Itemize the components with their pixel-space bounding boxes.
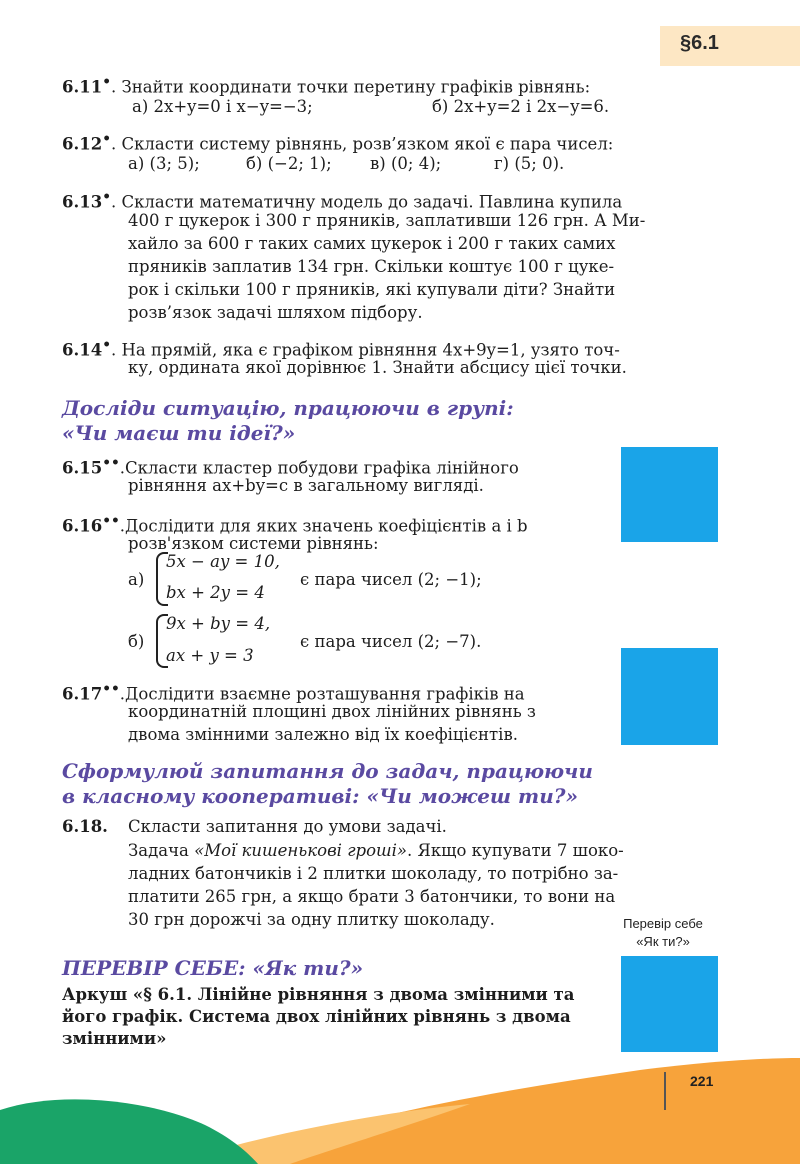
worksheet-title-line: Аркуш «§ 6.1. Лінійне рівняння з двома змінними та	[62, 985, 575, 1004]
section-heading-self-check: ПЕРЕВІР СЕБЕ: «Як ти?»	[62, 956, 364, 980]
exercise-text: .Дослідити для яких значень коефіцієнтів a і b	[119, 516, 528, 536]
exercise-6-12-option-c: в) (0; 4);	[370, 154, 442, 173]
exercise-6-18-task-line: Задача «Мої кишенькові гроші». Якщо купувати 7 шоко-	[128, 841, 624, 860]
task-title: «Мої кишенькові гроші»	[194, 841, 408, 860]
exercise-6-12-option-d: г) (5; 0).	[494, 154, 565, 173]
exercise-number: 6.11	[62, 77, 103, 97]
exercise-number: 6.17	[62, 684, 103, 704]
exercise-6-17-line: двома змінними залежно від їх коефіцієнтів.	[128, 725, 518, 744]
exercise-6-18-line: 30 грн дорожчі за одну плитку шоколаду.	[128, 910, 495, 929]
exercise-6-11-option-b: б) 2x+y=2 і 2x−y=6.	[432, 97, 610, 116]
exercise-6-12: 6.12•. Скласти систему рівнянь, розв’язком якої є пара чисел:	[62, 131, 614, 154]
exercise-6-17-line: координатній площині двох лінійних рівнянь з	[128, 702, 536, 721]
exercise-6-18-text: Скласти запитання до умови задачі.	[128, 817, 447, 836]
exercise-6-14-line: ку, ордината якої дорівнює 1. Знайти абсцису цієї точки.	[128, 358, 627, 377]
exercise-6-13-line: пряників заплатив 134 грн. Скільки коштує 100 г цуке-	[128, 257, 615, 276]
section-heading-group-work-sub: «Чи маєш ти ідеї?»	[62, 421, 296, 445]
exercise-6-11-option-a: а) 2x+y=0 і x−y=−3;	[132, 97, 313, 116]
qr-code-placeholder[interactable]	[621, 648, 718, 745]
page-number-divider	[664, 1072, 666, 1110]
system-b-label: б)	[128, 632, 145, 651]
exercise-number: 6.15	[62, 458, 103, 478]
exercise-text: . Скласти систему рівнянь, розв’язком якої є пара чисел:	[110, 134, 614, 154]
system-b-pair: є пара чисел (2; −7).	[300, 632, 482, 651]
green-wave-shape	[0, 1099, 258, 1164]
worksheet-title-line: його графік. Система двох лінійних рівнянь з двома	[62, 1007, 571, 1026]
self-check-note: Перевір себе «Як ти?»	[623, 916, 703, 949]
exercise-6-13: 6.13•. Скласти математичну модель до задачі. Павлина купила	[62, 189, 623, 212]
exercise-6-13-line: розв’язок задачі шляхом підбору.	[128, 303, 423, 322]
exercise-number: 6.14	[62, 340, 103, 360]
system-a-pair: є пара чисел (2; −1);	[300, 570, 482, 589]
exercise-6-13-line: рок і скільки 100 г пряників, які купували діти? Знайти	[128, 280, 616, 299]
section-heading-cooperative-sub: в класному кооперативі: «Чи можеш ти?»	[62, 784, 578, 808]
exercise-6-16-line: розв'язком системи рівнянь:	[128, 534, 379, 553]
worksheet-title-line: змінними»	[62, 1029, 167, 1048]
system-a-equation-1: 5x − ay = 10,	[166, 552, 280, 571]
exercise-6-14: 6.14•. На прямій, яка є графіком рівняння 4x+9y=1, узято точ-	[62, 337, 620, 360]
system-b-equation-2: ax + y = 3	[166, 646, 254, 665]
exercise-6-12-option-b: б) (−2; 1);	[246, 154, 332, 173]
section-label: §6.1	[680, 32, 719, 54]
system-a-equation-2: bx + 2y = 4	[166, 583, 265, 602]
exercise-6-16: 6.16••.Дослідити для яких значень коефіцієнтів a і b	[62, 513, 528, 536]
qr-code-placeholder[interactable]	[621, 447, 718, 542]
exercise-6-18-line: ладних батончиків і 2 плитки шоколаду, то потрібно за-	[128, 864, 619, 883]
exercise-6-15-line: рівняння ax+by=c в загальному вигляді.	[128, 476, 484, 495]
exercise-text: . Скласти математичну модель до задачі. Павлина купила	[110, 192, 623, 212]
exercise-6-17: 6.17••.Дослідити взаємне розташування графіків на	[62, 681, 525, 704]
exercise-6-12-option-a: а) (3; 5);	[128, 154, 200, 173]
qr-code-placeholder[interactable]	[621, 956, 718, 1052]
system-b-equation-1: 9x + by = 4,	[166, 614, 271, 633]
page-number: 221	[690, 1073, 714, 1089]
section-heading-group-work: Досліди ситуацію, працюючи в групі:	[62, 396, 514, 420]
system-a-label: а)	[128, 570, 145, 589]
exercise-6-13-line: хайло за 600 г таких самих цукерок і 200 г таких самих	[128, 234, 616, 253]
exercise-number: 6.13	[62, 192, 103, 212]
exercise-text: . На прямій, яка є графіком рівняння 4x+9y=1, узято точ-	[110, 340, 620, 360]
exercise-number: 6.16	[62, 516, 103, 536]
exercise-6-15: 6.15••.Скласти кластер побудови графіка лінійного	[62, 455, 519, 478]
exercise-6-11: 6.11•. Знайти координати точки перетину графіків рівнянь:	[62, 74, 591, 97]
exercise-text: . Знайти координати точки перетину графіків рівнянь:	[110, 77, 591, 97]
exercise-6-18-number: 6.18.	[62, 817, 108, 836]
exercise-text: .Скласти кластер побудови графіка лінійного	[119, 458, 519, 478]
exercise-6-13-line: 400 г цукерок і 300 г пряників, заплативши 126 грн. А Ми-	[128, 211, 646, 230]
exercise-number: 6.12	[62, 134, 103, 154]
exercise-text: .Дослідити взаємне розташування графіків на	[119, 684, 525, 704]
section-heading-cooperative: Сформулюй запитання до задач, працюючи	[62, 759, 593, 783]
exercise-6-18-line: платити 265 грн, а якщо брати 3 батончики, то вони на	[128, 887, 616, 906]
